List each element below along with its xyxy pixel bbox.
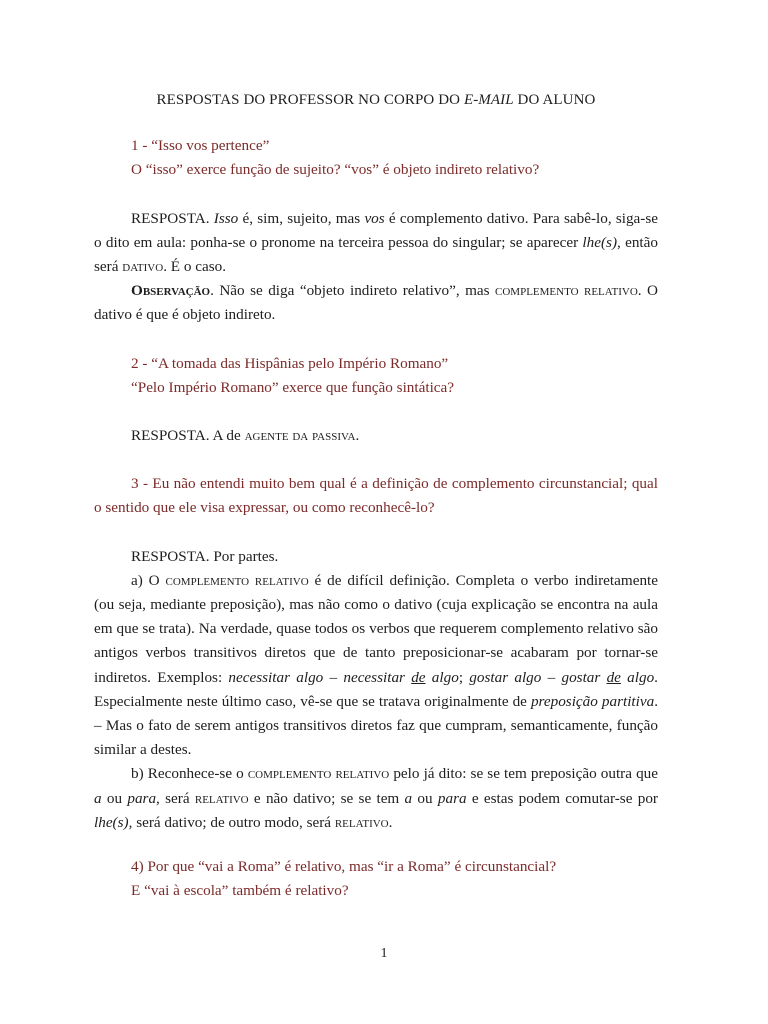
question-1-line-1: 1 - “Isso vos pertence”	[131, 137, 270, 155]
question-4	[94, 855, 658, 903]
question-2-line-1: 2 - “A tomada das Hispânias pelo Império Romano”	[131, 354, 449, 372]
page-number: 1	[380, 946, 388, 961]
question-4-line-2: E “vai à escola” também é relativo?	[131, 882, 349, 900]
question-2	[94, 352, 658, 400]
answer-3-part-a: a) O complemento relativo é de difícil definição. Completa o verbo indiretamente (ou seja, mediante preposição), mas não como o dativo (cuja explicação se encontra na aula em que se trata). Na verdade, quase todos os verbos que requerem complemento relativo são antigos verbos transitivos diretos que de tanto preposicionar-se acabaram por tornar-se indiretos. Exemplos: necessitar algo – necessitar de algo; gostar algo – gostar de algo. Especialmente neste último caso, vê-se que se tratava originalmente de preposição partitiva. – Mas o fato de serem antigos transitivos diretos faz que cumpram, semanticamente, função similar a destes.	[94, 571, 658, 759]
question-3: 3 - Eu não entendi muito bem qual é a definição de complemento circunstancial; qual o sentido que ele visa expressar, ou como reconhecê-lo?	[94, 475, 658, 517]
answer-1: RESPOSTA. Isso é, sim, sujeito, mas vos é complemento dativo. Para sabê-lo, siga-se o dito em aula: ponha-se o pronome na terceira pessoa do singular; se aparecer lhe(s), então será dativo. É o caso.	[94, 209, 659, 276]
question-1	[94, 134, 658, 182]
answer-3: RESPOSTA. Por partes.	[131, 547, 279, 565]
answer-2: RESPOSTA. A de agente da passiva.	[131, 427, 360, 445]
question-1-line-2: O “isso” exerce função de sujeito? “vos” é objeto indireto relativo?	[131, 161, 540, 179]
question-2-line-2: “Pelo Império Romano” exerce que função sintática?	[131, 378, 455, 396]
observation: Observação. Não se diga “objeto indireto relativo”, mas complemento relativo. O dativo é que é objeto indireto.	[94, 282, 659, 324]
answer-3-part-b: b) Reconhece-se o complemento relativo pelo já dito: se se tem preposição outra que a ou para, será relativo e não dativo; se se tem a ou para e estas podem comutar-se por lhe(s), será dativo; de outro modo, será relativo.	[94, 765, 658, 831]
question-4-line-1: 4) Por que “vai a Roma” é relativo, mas “ir a Roma” é circunstancial?	[131, 858, 557, 876]
page-title: RESPOSTAS DO PROFESSOR NO CORPO DO E-MAIL DO ALUNO	[156, 92, 596, 108]
document-page	[94, 88, 658, 903]
